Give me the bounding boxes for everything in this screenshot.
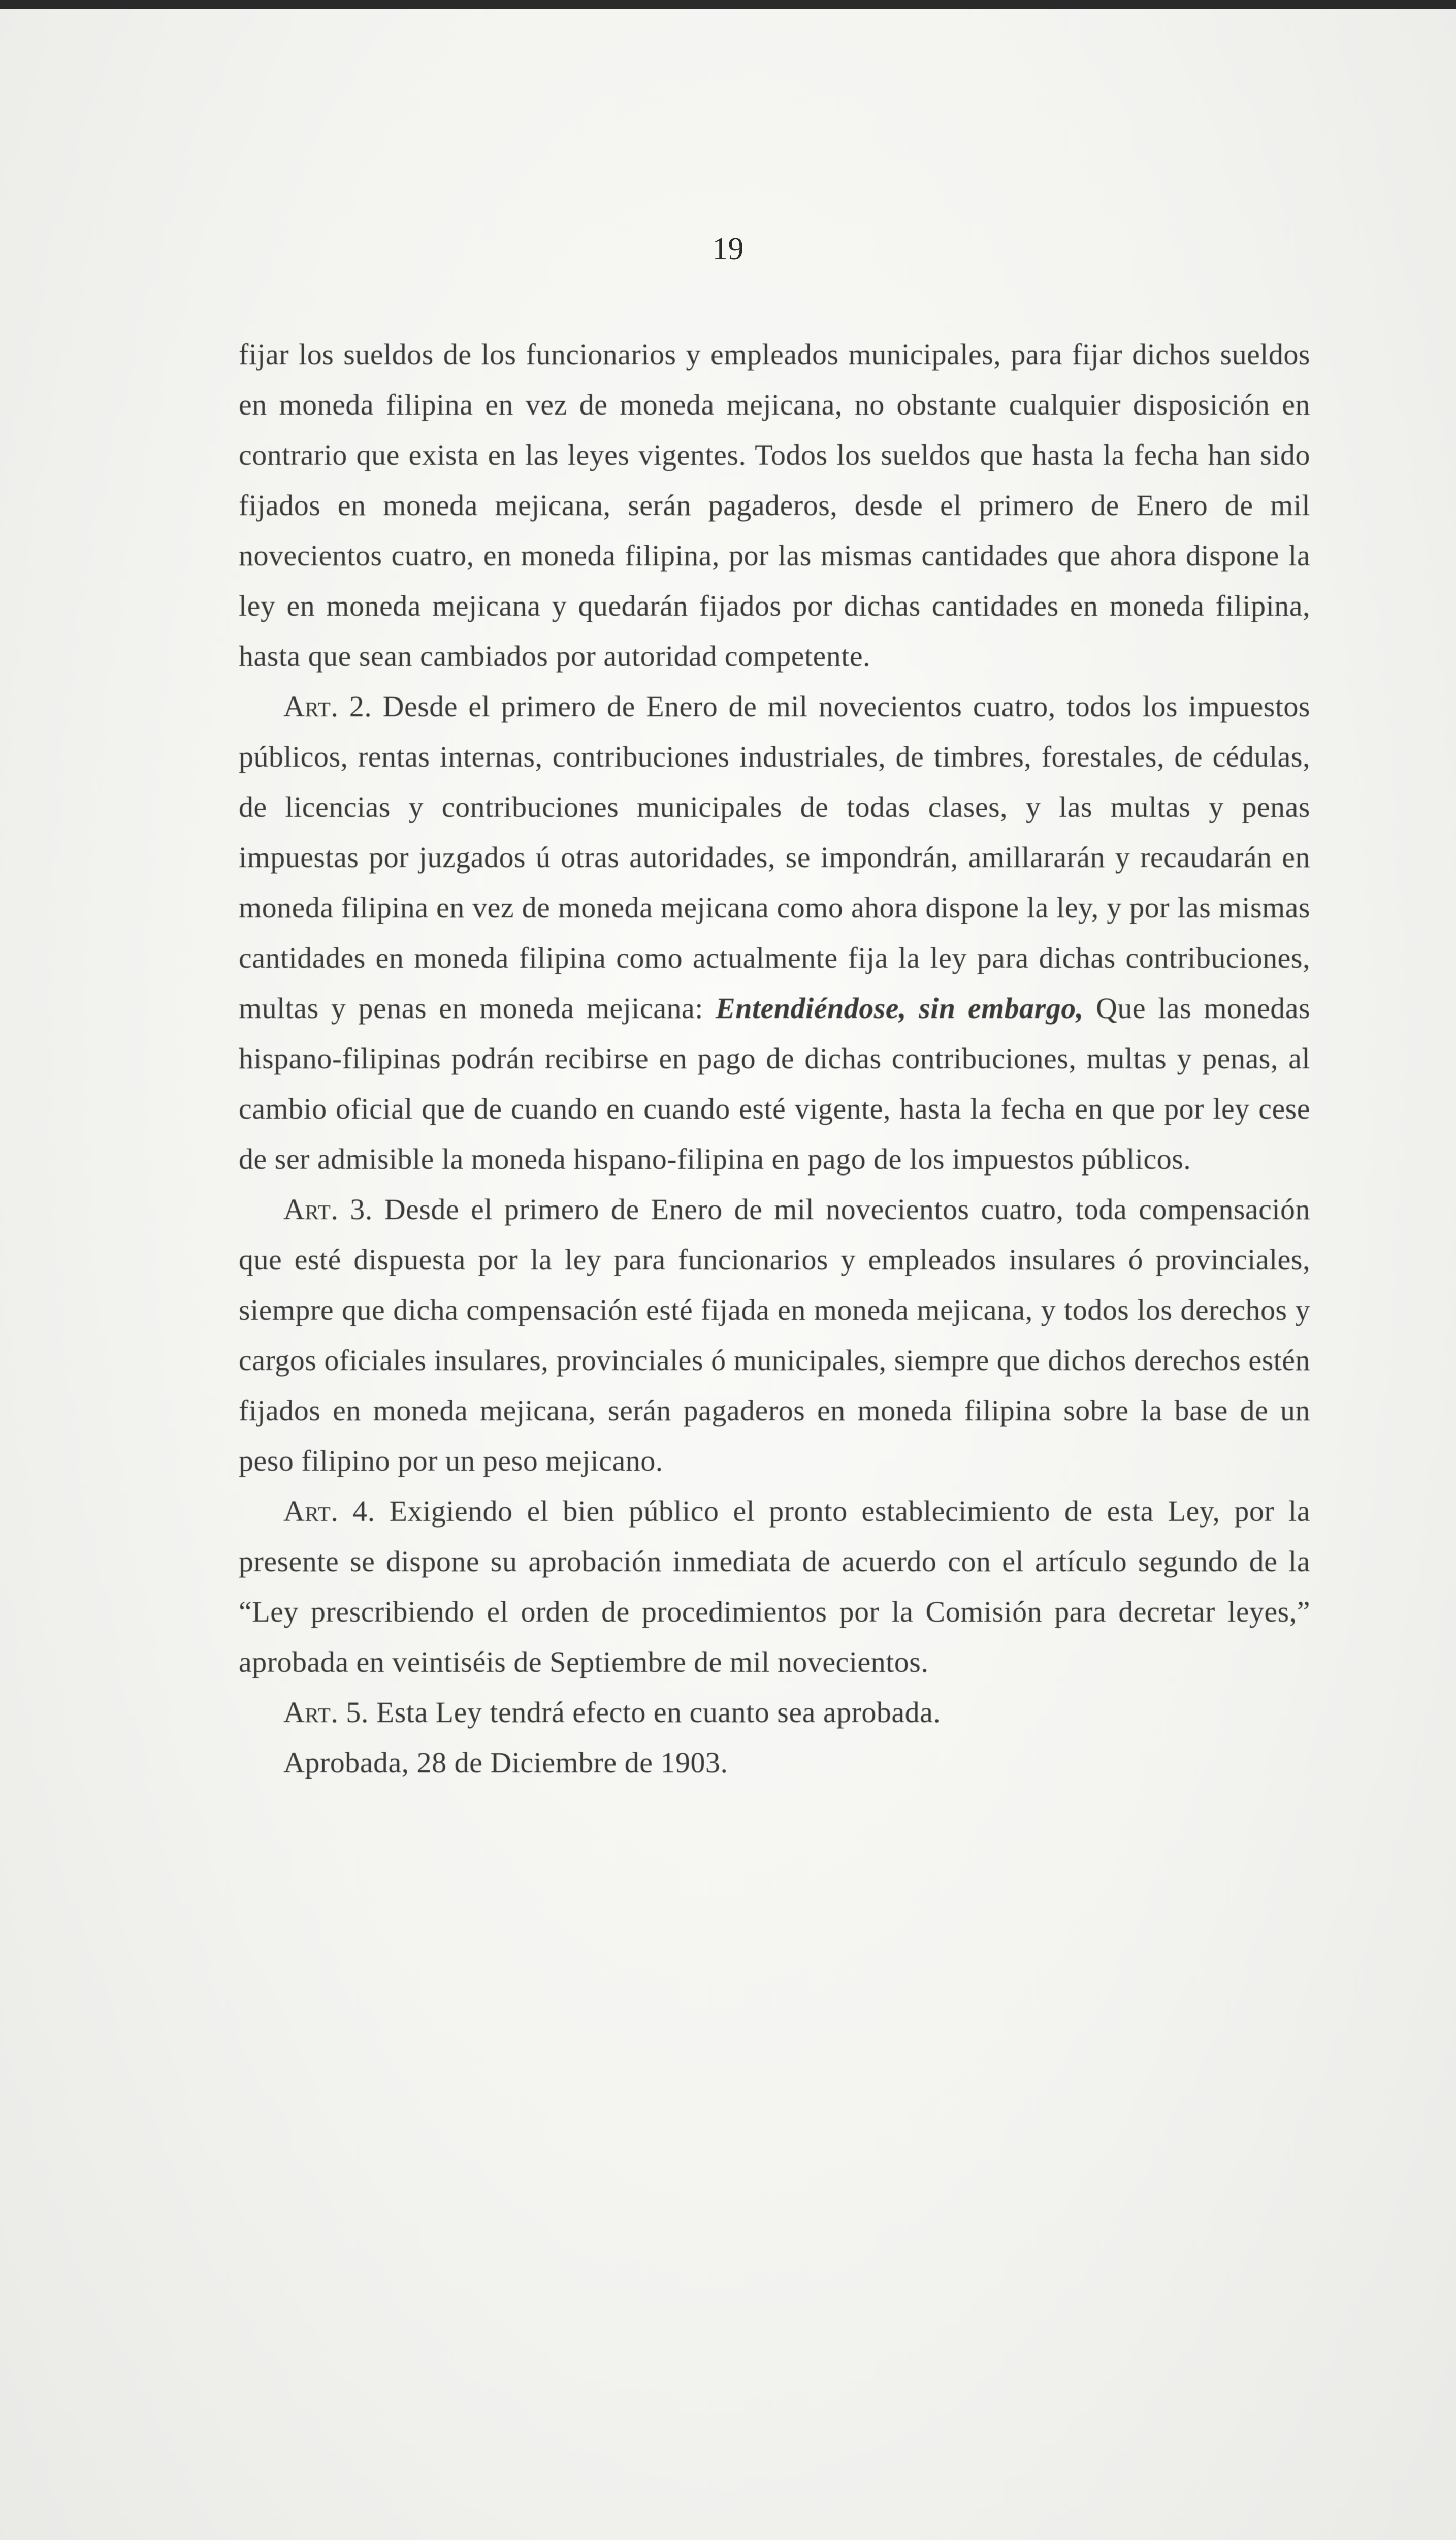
article-2-text-before: Desde el primero de Enero de mil novecientos cuatro, todos los impuestos públicos, rentas internas, contribuciones industriales, de timbres, forestales, de cédulas, de licencias y contribuciones municipales de todas clases, y las multas y penas impuestas por juzgados ú otras autoridades, se impondrán, amillararán y recaudarán en moneda filipina en vez de moneda mejicana como ahora dispone la ley, y por las mismas cantidades en moneda filipina como actualmente fija la ley para dichas contribuciones, multas y penas en moneda mejicana: (239, 690, 1311, 1025)
article-2-text-after: Que las monedas hispano-filipinas podrán recibirse en pago de dichas contribuciones, multas y penas, al cambio oficial que de cuando en cuando esté vigente, hasta la fecha en que por ley cese de ser admisible la moneda hispano-filipina en pago de los impuestos públicos. (239, 992, 1311, 1176)
article-2-label: Art. 2. (283, 690, 372, 723)
scan-top-edge (0, 0, 1456, 9)
article-5-label: Art. 5. (283, 1696, 369, 1729)
article-4 (239, 1486, 1310, 1687)
article-5 (239, 1687, 1310, 1737)
document-body (239, 329, 1310, 1788)
article-3 (239, 1184, 1310, 1486)
paragraph-continuation: fijar los sueldos de los funcionarios y empleados municipales, para fijar dichos sueldos en moneda filipina en vez de moneda mejicana, no obstante cualquier disposición en contrario que exista en las leyes vigentes. Todos los sueldos que hasta la fecha han sido fijados en moneda mejicana, serán pagaderos, desde el primero de Enero de mil novecientos cuatro, en moneda filipina, por las mismas cantidades que ahora dispone la ley en moneda mejicana y quedarán fijados por dichas cantidades en moneda filipina, hasta que sean cambiados por autoridad competente. (239, 338, 1310, 673)
article-4-label: Art. 4. (283, 1495, 375, 1528)
article-2 (239, 681, 1310, 1184)
article-5-text: Esta Ley tendrá efecto en cuanto sea aprobada. (376, 1696, 941, 1729)
approval-date: Aprobada, 28 de Diciembre de 1903. (283, 1746, 728, 1779)
article-3-text: Desde el primero de Enero de mil novecientos cuatro, toda compensación que esté dispuesta por la ley para funcionarios y empleados insulares ó provinciales, siempre que dicha compensación esté fijada en moneda mejicana, y todos los derechos y cargos oficiales insulares, provinciales ó municipales, siempre que dichos derechos estén fijados en moneda mejicana, serán pagaderos en moneda filipina sobre la base de un peso filipino por un peso mejicano. (239, 1193, 1310, 1477)
article-3-label: Art. 3. (283, 1193, 373, 1226)
article-2-emphasis: Entendiéndose, sin embargo, (716, 992, 1084, 1025)
page-number: 19 (712, 232, 744, 266)
article-4-text: Exigiendo el bien público el pronto establecimiento de esta Ley, por la presente se dispone su aprobación inmediata de acuerdo con el artículo segundo de la “Ley prescribiendo el orden de procedimientos por la Comisión para decretar leyes,” aprobada en veintiséis de Septiembre de mil novecientos. (239, 1495, 1311, 1678)
